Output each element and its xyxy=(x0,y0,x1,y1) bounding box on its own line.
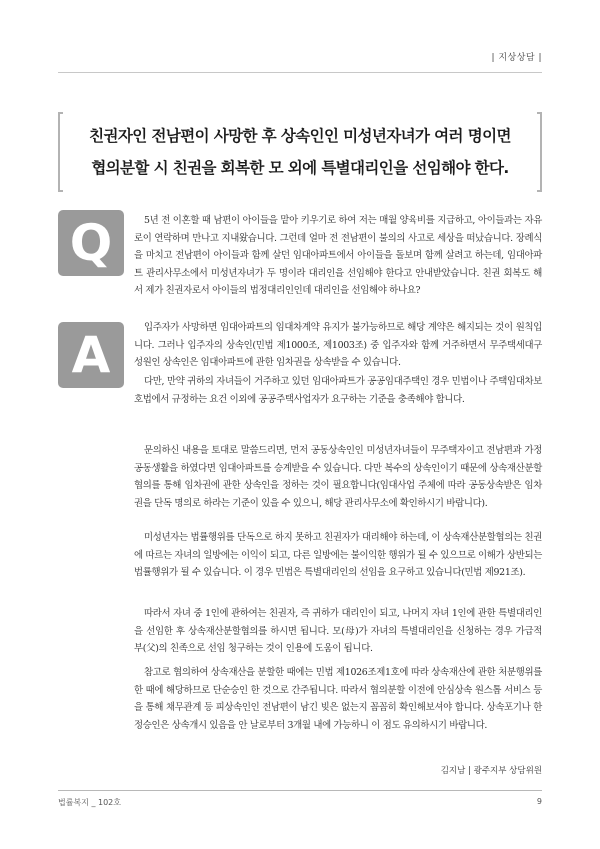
answer-paragraph-3: 문의하신 내용을 토대로 말씀드리면, 먼저 공동상속인인 미성년자녀들이 무주택자이고 전남편과 가정공동생활을 하였다면 임대아파트를 승계받을 수 있습니다. 다만 복수의 상속인이기 때문에 상속재산분할협의를 통해 임차권에 관한 상속인을 정하는 것이 필요합니다(임대사업 주체에 따라 공동상속받은 임차권을 단독 명의로 하라는 기준이 있을 수 있으니, 해당 관리사무소에 확인하시기 바랍니다). xyxy=(134,445,542,509)
page-number: 9 xyxy=(536,797,542,806)
title-line-2: 협의분할 시 친권을 회복한 모 외에 특별대리인을 선임해야 한다. xyxy=(91,159,509,177)
header-divider xyxy=(58,72,542,73)
footer-divider xyxy=(58,790,542,791)
answer-paragraph-1: 입주자가 사망하면 임대아파트의 임대차계약 유지가 불가능하므로 해당 계약은 해지되는 것이 원칙입니다. 그러나 입주자의 상속인(민법 제1000조, 제1003조) 중 입주자와 함께 거주하면서 무주택세대구성원인 상속인은 임대아파트에 관한 임차권을 상속받을 수 있습니다. xyxy=(134,322,542,368)
title-box xyxy=(58,112,542,192)
answer-paragraph-2: 다만, 만약 귀하의 자녀들이 거주하고 있던 임대아파트가 공공임대주택인 경우 민법이나 주택임대차보호법에서 규정하는 요건 이외에 공공주택사업자가 요구하는 기준을 충족해야 합니다. xyxy=(134,376,542,405)
a-icon: A xyxy=(58,322,124,388)
title-bracket-right xyxy=(537,112,542,192)
footer-magazine: 법률복지 _ 102호 xyxy=(58,798,121,807)
section-tag: | 지상상담 | xyxy=(491,53,542,63)
author-signature: 김지남 | 광주지부 상담위원 xyxy=(440,766,542,776)
q-icon: Q xyxy=(58,210,124,276)
question-text: 5년 전 이혼할 때 남편이 아이들을 맡아 키우기로 하여 저는 매월 양육비를 지급하고, 아이들과는 자유로이 연락하며 만나고 지내왔습니다. 그런데 얼마 전 전남편이 불의의 사고로 세상을 떠났습니다. 장례식을 마치고 전남편이 아이들과 함께 살던 임대아파트에서 아이들을 돌보며 함께 살려고 하는데, 임대아파트 관리사무소에서 미성년자녀가 두 명이라 대리인을 선임해야 한다고 안내받았습니다. 친권 회복도 해서 제가 친권자로서 아이들의 법정대리인인데 대리인을 선임해야 하나요? xyxy=(134,215,542,296)
title-line-1: 친권자인 전남편이 사망한 후 상속인인 미성년자녀가 여러 명이면 xyxy=(89,127,511,145)
answer-paragraph-5: 따라서 자녀 중 1인에 관하여는 친권자, 즉 귀하가 대리인이 되고, 나머지 자녀 1인에 관한 특별대리인을 선임한 후 상속재산분할협의를 하시면 됩니다. 모(母)가 자녀의 특별대리인을 신청하는 경우 가급적 부(父)의 친족으로 선임 청구하는 것이 인용에 도움이 됩니다. xyxy=(134,608,542,654)
answer-paragraph-6: 참고로 협의하여 상속재산을 분할한 때에는 민법 제1026조제1호에 따라 상속재산에 관한 처분행위를 한 때에 해당하므로 단순승인 한 것으로 간주됩니다. 따라서 협의분할 이전에 안심상속 원스톱 서비스 등을 통해 채무관계 등 피상속인인 전남편이 남긴 빚은 없는지 꼼꼼히 확인해보셔야 합니다. 상속포기나 한정승인은 상속개시 있음을 안 날로부터 3개월 내에 가능하니 이 점도 유의하시기 바랍니다. xyxy=(134,667,542,731)
answer-paragraph-4: 미성년자는 법률행위를 단독으로 하지 못하고 친권자가 대리해야 하는데, 이 상속재산분할협의는 친권에 따르는 자녀의 일방에는 이익이 되고, 다른 일방에는 불이익한 행위가 될 수 있으므로 이해가 상반되는 법률행위가 될 수 있습니다. 이 경우 민법은 특별대리인의 선임을 요구하고 있습니다(민법 제921조). xyxy=(134,532,542,578)
